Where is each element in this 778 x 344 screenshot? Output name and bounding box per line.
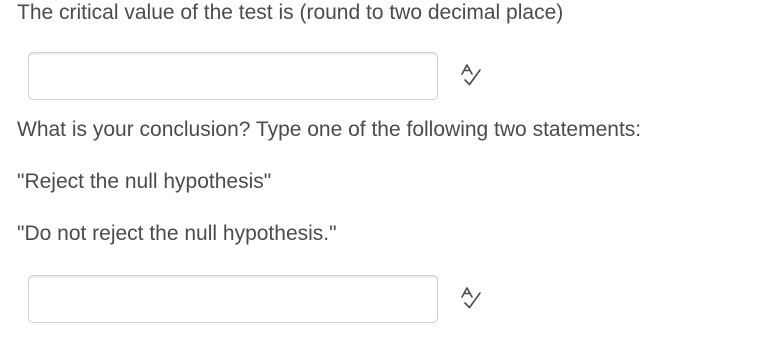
- spellcheck-icon[interactable]: [460, 287, 482, 309]
- statement-option-reject: "Reject the null hypothesis": [17, 170, 272, 193]
- conclusion-prompt: What is your conclusion? Type one of the following two statements:: [17, 118, 642, 141]
- spellcheck-icon[interactable]: [460, 64, 482, 86]
- critical-value-prompt: The critical value of the test is (round to two decimal place): [17, 1, 564, 24]
- critical-value-input[interactable]: [28, 52, 438, 100]
- conclusion-input[interactable]: [28, 275, 438, 323]
- statement-option-do-not-reject: "Do not reject the null hypothesis.": [17, 222, 337, 245]
